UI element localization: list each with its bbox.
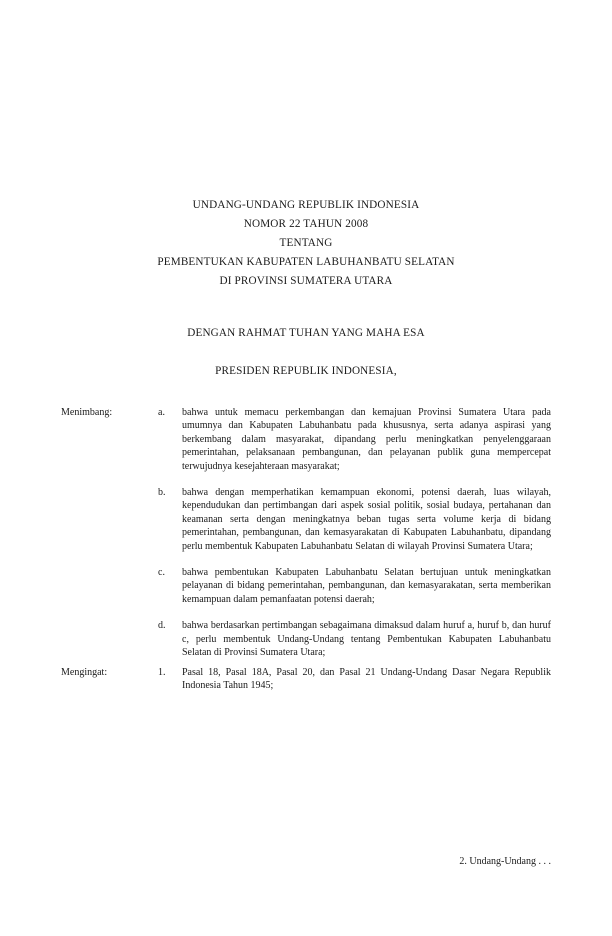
considerations-group [61, 406, 551, 660]
clause-marker: c. [158, 567, 165, 579]
heading-law-subject: PEMBENTUKAN KABUPATEN LABUHANBATU SELATAN [157, 256, 455, 268]
clause-text: bahwa berdasarkan pertimbangan sebagaimana dimaksud dalam huruf a, huruf b, dan huruf c, perlu membentuk Undang-Undang tentang Pembentukan Kabupaten Labuhanbatu Selatan di Provinsi Sumatera Utara; [182, 620, 551, 659]
considerations-label: Menimbang: [61, 407, 113, 418]
clause-marker: d. [158, 620, 166, 632]
authority-line: PRESIDEN REPUBLIK INDONESIA, [215, 365, 397, 377]
legal-basis-label: Mengingat: [61, 666, 108, 678]
heading-law-number: NOMOR 22 TAHUN 2008 [243, 218, 369, 230]
clause-item [61, 566, 551, 606]
heading-about: TENTANG [279, 237, 333, 249]
legal-basis-group [61, 666, 551, 693]
heading-law-type: UNDANG-UNDANG REPUBLIK INDONESIA [192, 199, 420, 211]
clause-marker: 1. [158, 666, 166, 678]
clause-text: bahwa untuk memacu perkembangan dan kemajuan Provinsi Sumatera Utara pada umumnya dan Kabupaten Labuhanbatu pada khususnya, serta adanya aspirasi yang berkembang dalam masyarakat, dipandang perlu meningkatkan penyelenggaraan pemerintahan, pelaksanaan pembangunan, dan pelayanan publik guna mempercepat terwujudnya kesejahteraan masyarakat; [182, 407, 551, 472]
clause-item [61, 619, 551, 659]
page-continuation-note: 2. Undang-Undang . . . [459, 856, 551, 867]
clause-text: bahwa dengan memperhatikan kemampuan ekonomi, potensi daerah, luas wilayah, kependudukan dan pertimbangan dari aspek sosial politik, sosial budaya, pertahanan dan keamanan serta dengan meningkatnya beban tugas serta volume kerja di bidang pemerintahan, pembangunan, dan kemasyarakatan di Kabupaten Labuhanbatu, dipandang perlu membentuk Kabupaten Labuhanbatu Selatan di wilayah Provinsi Sumatera Utara; [182, 487, 551, 552]
clause-marker: b. [158, 487, 166, 499]
document-heading [61, 196, 551, 291]
clause-item [61, 406, 551, 473]
clause-text: bahwa pembentukan Kabupaten Labuhanbatu Selatan bertujuan untuk meningkatkan pelayanan di bidang pemerintahan, pembangunan, dan kemasyarakatan, serta memberikan kemampuan dalam pemanfaatan potensi daerah; [182, 567, 551, 605]
clause-item [61, 666, 551, 693]
blessing-line: DENGAN RAHMAT TUHAN YANG MAHA ESA [187, 327, 425, 339]
document-subheading [61, 324, 551, 381]
clause-section [61, 406, 551, 692]
clause-marker: a. [158, 407, 165, 418]
heading-law-province: DI PROVINSI SUMATERA UTARA [219, 275, 393, 287]
clause-text: Pasal 18, Pasal 18A, Pasal 20, dan Pasal 21 Undang-Undang Dasar Negara Republik Indonesia Tahun 1945; [182, 666, 551, 691]
clause-item [61, 486, 551, 553]
